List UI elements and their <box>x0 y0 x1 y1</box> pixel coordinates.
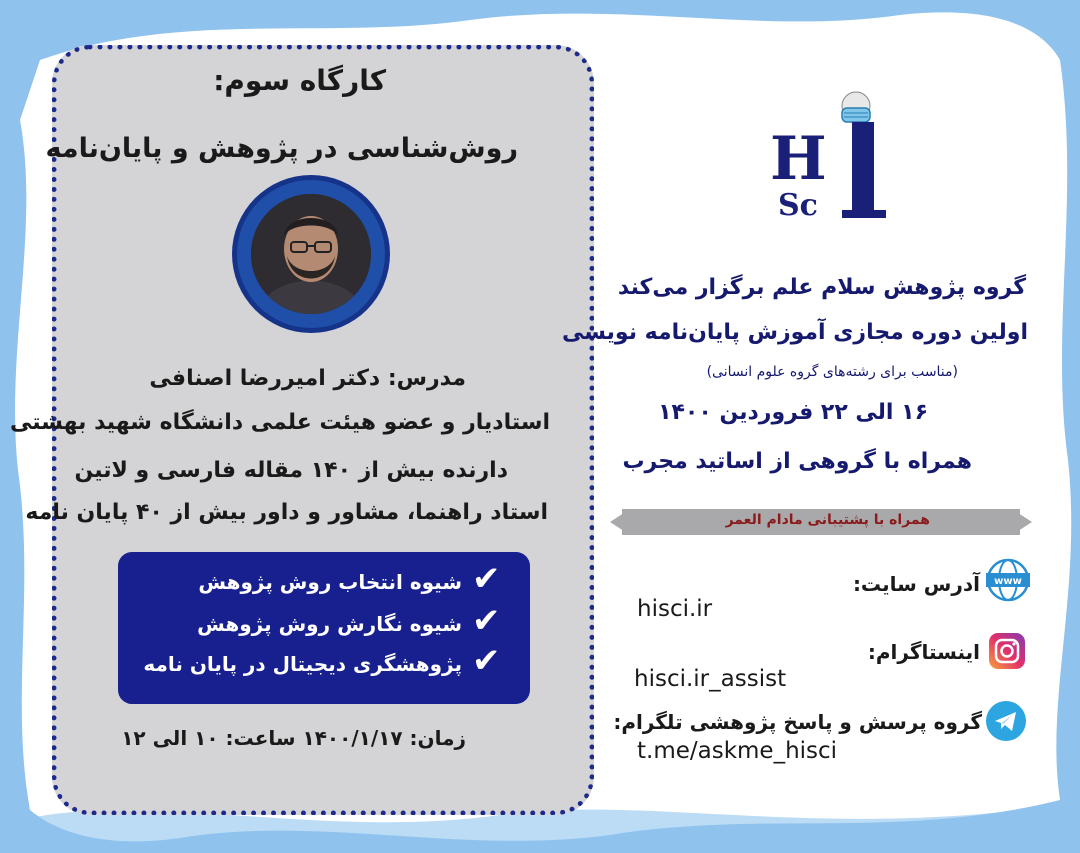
logo-sc: Sc <box>778 188 818 223</box>
schedule-text: زمان: ۱۴۰۰/۱/۱۷ ساعت: ۱۰ الی ۱۲ <box>121 726 466 750</box>
www-globe-icon <box>985 557 1031 607</box>
organizer-text: گروه پژوهش سلام علم برگزار می‌کند <box>617 275 1026 300</box>
course-instructors: همراه با گروهی از اساتید مجرب <box>622 449 972 474</box>
website-label: آدرس سایت: <box>852 572 980 596</box>
check-icon: ✔ <box>472 641 501 681</box>
instagram-link[interactable]: hisci.ir_assist <box>634 666 787 692</box>
www-label: www <box>994 576 1022 587</box>
instructor-detail-0: استادیار و عضو هیئت علمی دانشگاه شهید بهشتی <box>10 410 550 435</box>
instagram-label: اینستاگرام: <box>867 640 980 664</box>
logo-h: H <box>770 124 827 194</box>
topic-item-1: شیوه نگارش روش پژوهش <box>197 612 462 636</box>
topic-item-2: پژوهشگری دیجیتال در پایان نامه <box>143 652 462 676</box>
telegram-icon <box>985 700 1027 746</box>
logo-i-bar <box>852 122 874 216</box>
workshop-title: روش‌شناسی در پژوهش و پایان‌نامه <box>45 133 518 164</box>
telegram-label: گروه پرسش و پاسخ پژوهشی تلگرام: <box>613 710 982 734</box>
website-link[interactable]: hisci.ir <box>637 596 713 622</box>
instructor-name: مدرس: دکتر امیررضا اصنافی <box>149 366 466 391</box>
banner-right-notch <box>1012 509 1032 535</box>
course-dates: ۱۶ الی ۲۲ فروردین ۱۴۰۰ <box>658 400 928 425</box>
course-name: اولین دوره مجازی آموزش پایان‌نامه نویسی <box>562 320 1028 345</box>
workshop-heading: کارگاه سوم: <box>213 64 386 97</box>
instructor-detail-2: استاد راهنما، مشاور و داور بیش از ۴۰ پایان نامه <box>25 500 548 525</box>
instructor-portrait <box>251 194 371 314</box>
banner-left-notch <box>610 509 630 535</box>
telegram-link[interactable]: t.me/askme_hisci <box>637 738 838 764</box>
logo-i-base <box>842 210 886 218</box>
instagram-icon <box>988 632 1026 674</box>
support-text: همراه با پشتیبانی مادام العمر <box>725 512 930 528</box>
instructor-avatar <box>237 180 385 328</box>
check-icon: ✔ <box>472 559 501 599</box>
check-icon: ✔ <box>472 601 501 641</box>
course-audience: (مناسب برای رشته‌های گروه علوم انسانی) <box>706 364 958 380</box>
topic-item-0: شیوه انتخاب روش پژوهش <box>198 570 462 594</box>
instructor-detail-1: دارنده بیش از ۱۴۰ مقاله فارسی و لاتین <box>74 458 508 483</box>
